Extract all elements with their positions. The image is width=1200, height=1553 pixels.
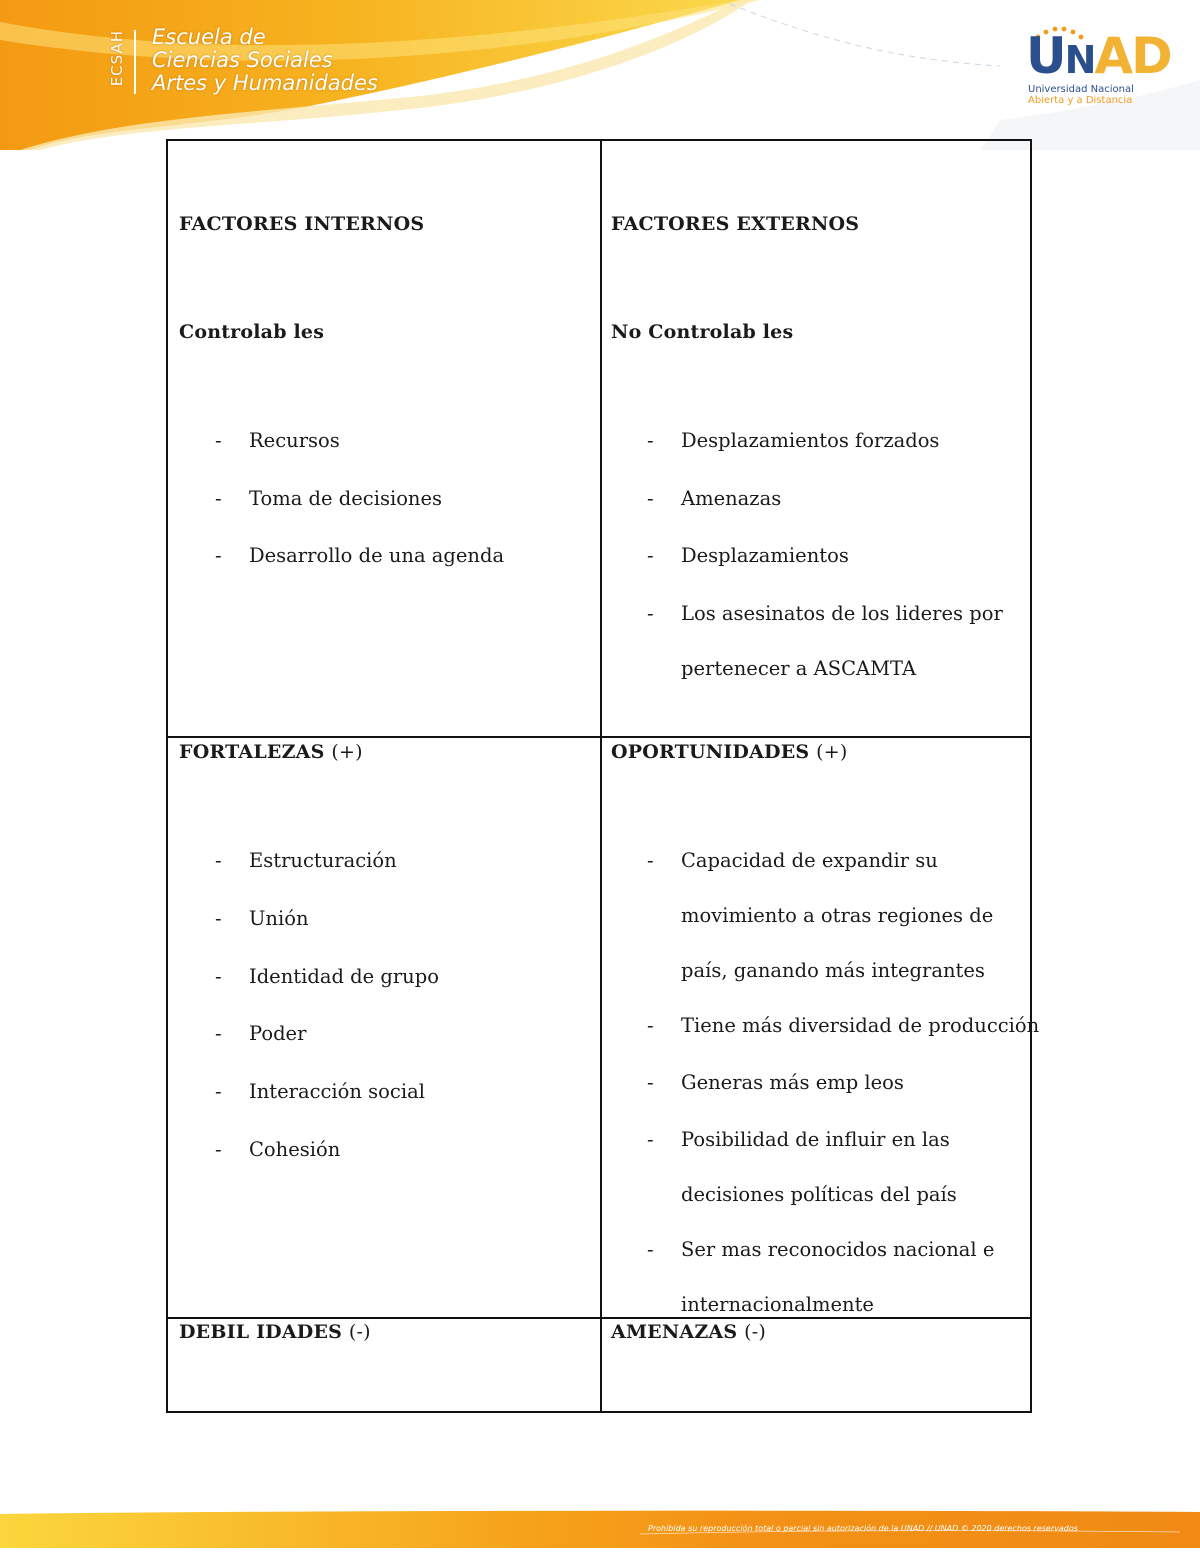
internal-factors-title: FACTORES INTERNOS [179,213,425,235]
page-header [0,0,1200,150]
list-item-continuation: país, ganando más integrantes [681,959,985,982]
footer-copyright: Prohibida su reproducción total o parcial sin autorización de la UNAD // UNAD © 2020 derechos reservados [648,1524,1078,1533]
external-factors-subtitle: No Controlab les [611,321,794,343]
cell-threats [611,1321,766,1343]
weaknesses-title: DEBIL IDADES (-) [179,1321,371,1343]
school-separator [134,30,136,94]
school-line-1: Escuela de [152,25,266,49]
page-footer [0,1508,1200,1553]
logo-subtitle-2: Abierta y a Distancia [1028,95,1133,106]
list-item-continuation: decisiones políticas del país [681,1183,957,1206]
cell-strengths: FORTALEZAS (+) - Estructuración - Unión - Identidad de grupo - Poder - Interacción social - Cohesión [179,741,439,1161]
row-divider-1 [168,736,1030,738]
cell-internal-factors: FACTORES INTERNOS Controlab les - Recursos - Toma de decisiones - Desarrollo de una agenda [179,213,505,567]
row-divider-2 [168,1317,1030,1319]
school-lines [152,26,378,95]
strengths-title: FORTALEZAS (+) [179,741,363,763]
cell-weaknesses [179,1321,371,1343]
logo-subtitle-1: Universidad Nacional [1028,84,1134,95]
external-factors-title: FACTORES EXTERNOS [611,213,860,235]
school-line-3: Artes y Humanidades [152,71,378,95]
school-acronym: ECSAH [108,30,126,87]
threats-title: AMENAZAS (-) [611,1321,766,1343]
list-item-continuation: pertenecer a ASCAMTA [681,657,917,680]
opportunities-title: OPORTUNIDADES (+) [611,741,848,763]
column-divider [600,141,602,1411]
cell-opportunities: OPORTUNIDADES (+) - Capacidad de expandir su movimiento a otras regiones de país, ganando más integrantes - Tiene más diversidad de producción - Generas más emp leos - Posibilidad de influir en las decisiones políticas del país - Ser mas reconocidos nacional e internacionalmente [611,741,1040,1316]
swot-matrix-table [166,139,1040,1413]
cell-external-factors: FACTORES EXTERNOS No Controlab les - Desplazamientos forzados - Amenazas - Desplazamientos - Los asesinatos de los lideres por pertenecer a ASCAMTA [611,213,1003,680]
list-item-continuation: internacionalmente [681,1293,874,1316]
unad-logo [1024,26,1171,110]
internal-factors-subtitle: Controlab les [179,321,325,343]
school-line-2: Ciencias Sociales [152,48,333,72]
logo-wordmark: UNAD [1026,27,1171,85]
list-item-continuation: movimiento a otras regiones de [681,904,994,927]
